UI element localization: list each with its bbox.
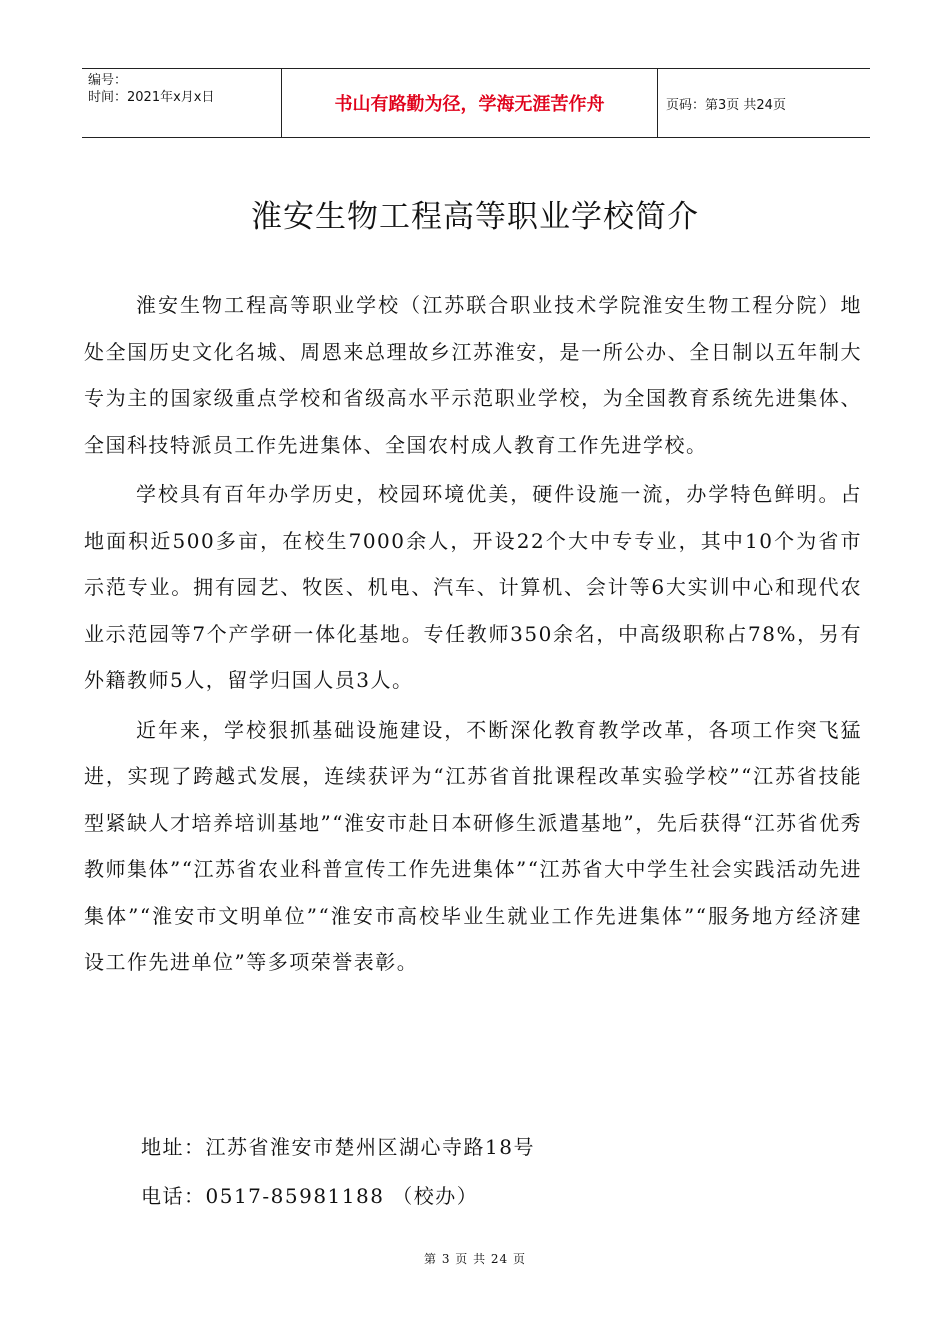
paragraph: 近年来，学校狠抓基础设施建设，不断深化教育教学改革，各项工作突飞猛进，实现了跨越式发展，连续获评为“江苏省首批课程改革实验学校”“江苏省技能型紧缺人才培养培训基地”“淮安市赴日本研修生派遣基地”，先后获得“江苏省优秀教师集体”“江苏省农业科普宣传工作先进集体”“江苏省大中学生社会实践活动先进集体”“淮安市文明单位”“淮安市高校毕业生就业工作先进集体”“服务地方经济建设工作先进单位”等多项荣誉表彰。: [84, 717, 862, 974]
document-title: 淮安生物工程高等职业学校简介: [251, 198, 699, 235]
paragraph: 淮安生物工程高等职业学校（江苏联合职业技术学院淮安生物工程分院）地处全国历史文化名城、周恩来总理故乡江苏淮安，是一所公办、全日制以五年制大专为主的国家级重点学校和省级高水平示范职业学校，为全国教育系统先进集体、全国科技特派员工作先进集体、全国农村成人教育工作先进学校。: [84, 293, 862, 457]
page-footer: 第 3 页 共 24 页: [424, 1252, 526, 1266]
paragraph: 学校具有百年办学历史，校园环境优美，硬件设施一流，办学特色鲜明。占地面积近500多亩，在校生7000余人，开设22个大中专专业，其中10个为省市示范专业。拥有园艺、牧医、机电、汽车、计算机、会计等6大实训中心和现代农业示范园等7个产学研一体化基地。专任教师350余名，中高级职称占78%，另有外籍教师5人，留学归国人员3人。: [84, 482, 862, 692]
motto-text: 书山有路勤为径，学海无涯苦作舟: [334, 94, 605, 115]
phone-line: 电话：0517-85981188 （校办）: [141, 1184, 479, 1208]
header-meta-cell: [82, 69, 282, 137]
page-header: [82, 68, 870, 138]
document-body: [84, 282, 862, 989]
time-label: 时间：2021年x月x日: [88, 90, 215, 105]
header-page-cell: [658, 69, 870, 137]
page-info: 页码：第3页 共24页: [666, 97, 786, 113]
address-line: 地址：江苏省淮安市楚州区湖心寺路18号: [141, 1135, 535, 1159]
header-motto-cell: [282, 69, 658, 137]
number-label: 编号：: [88, 73, 128, 88]
